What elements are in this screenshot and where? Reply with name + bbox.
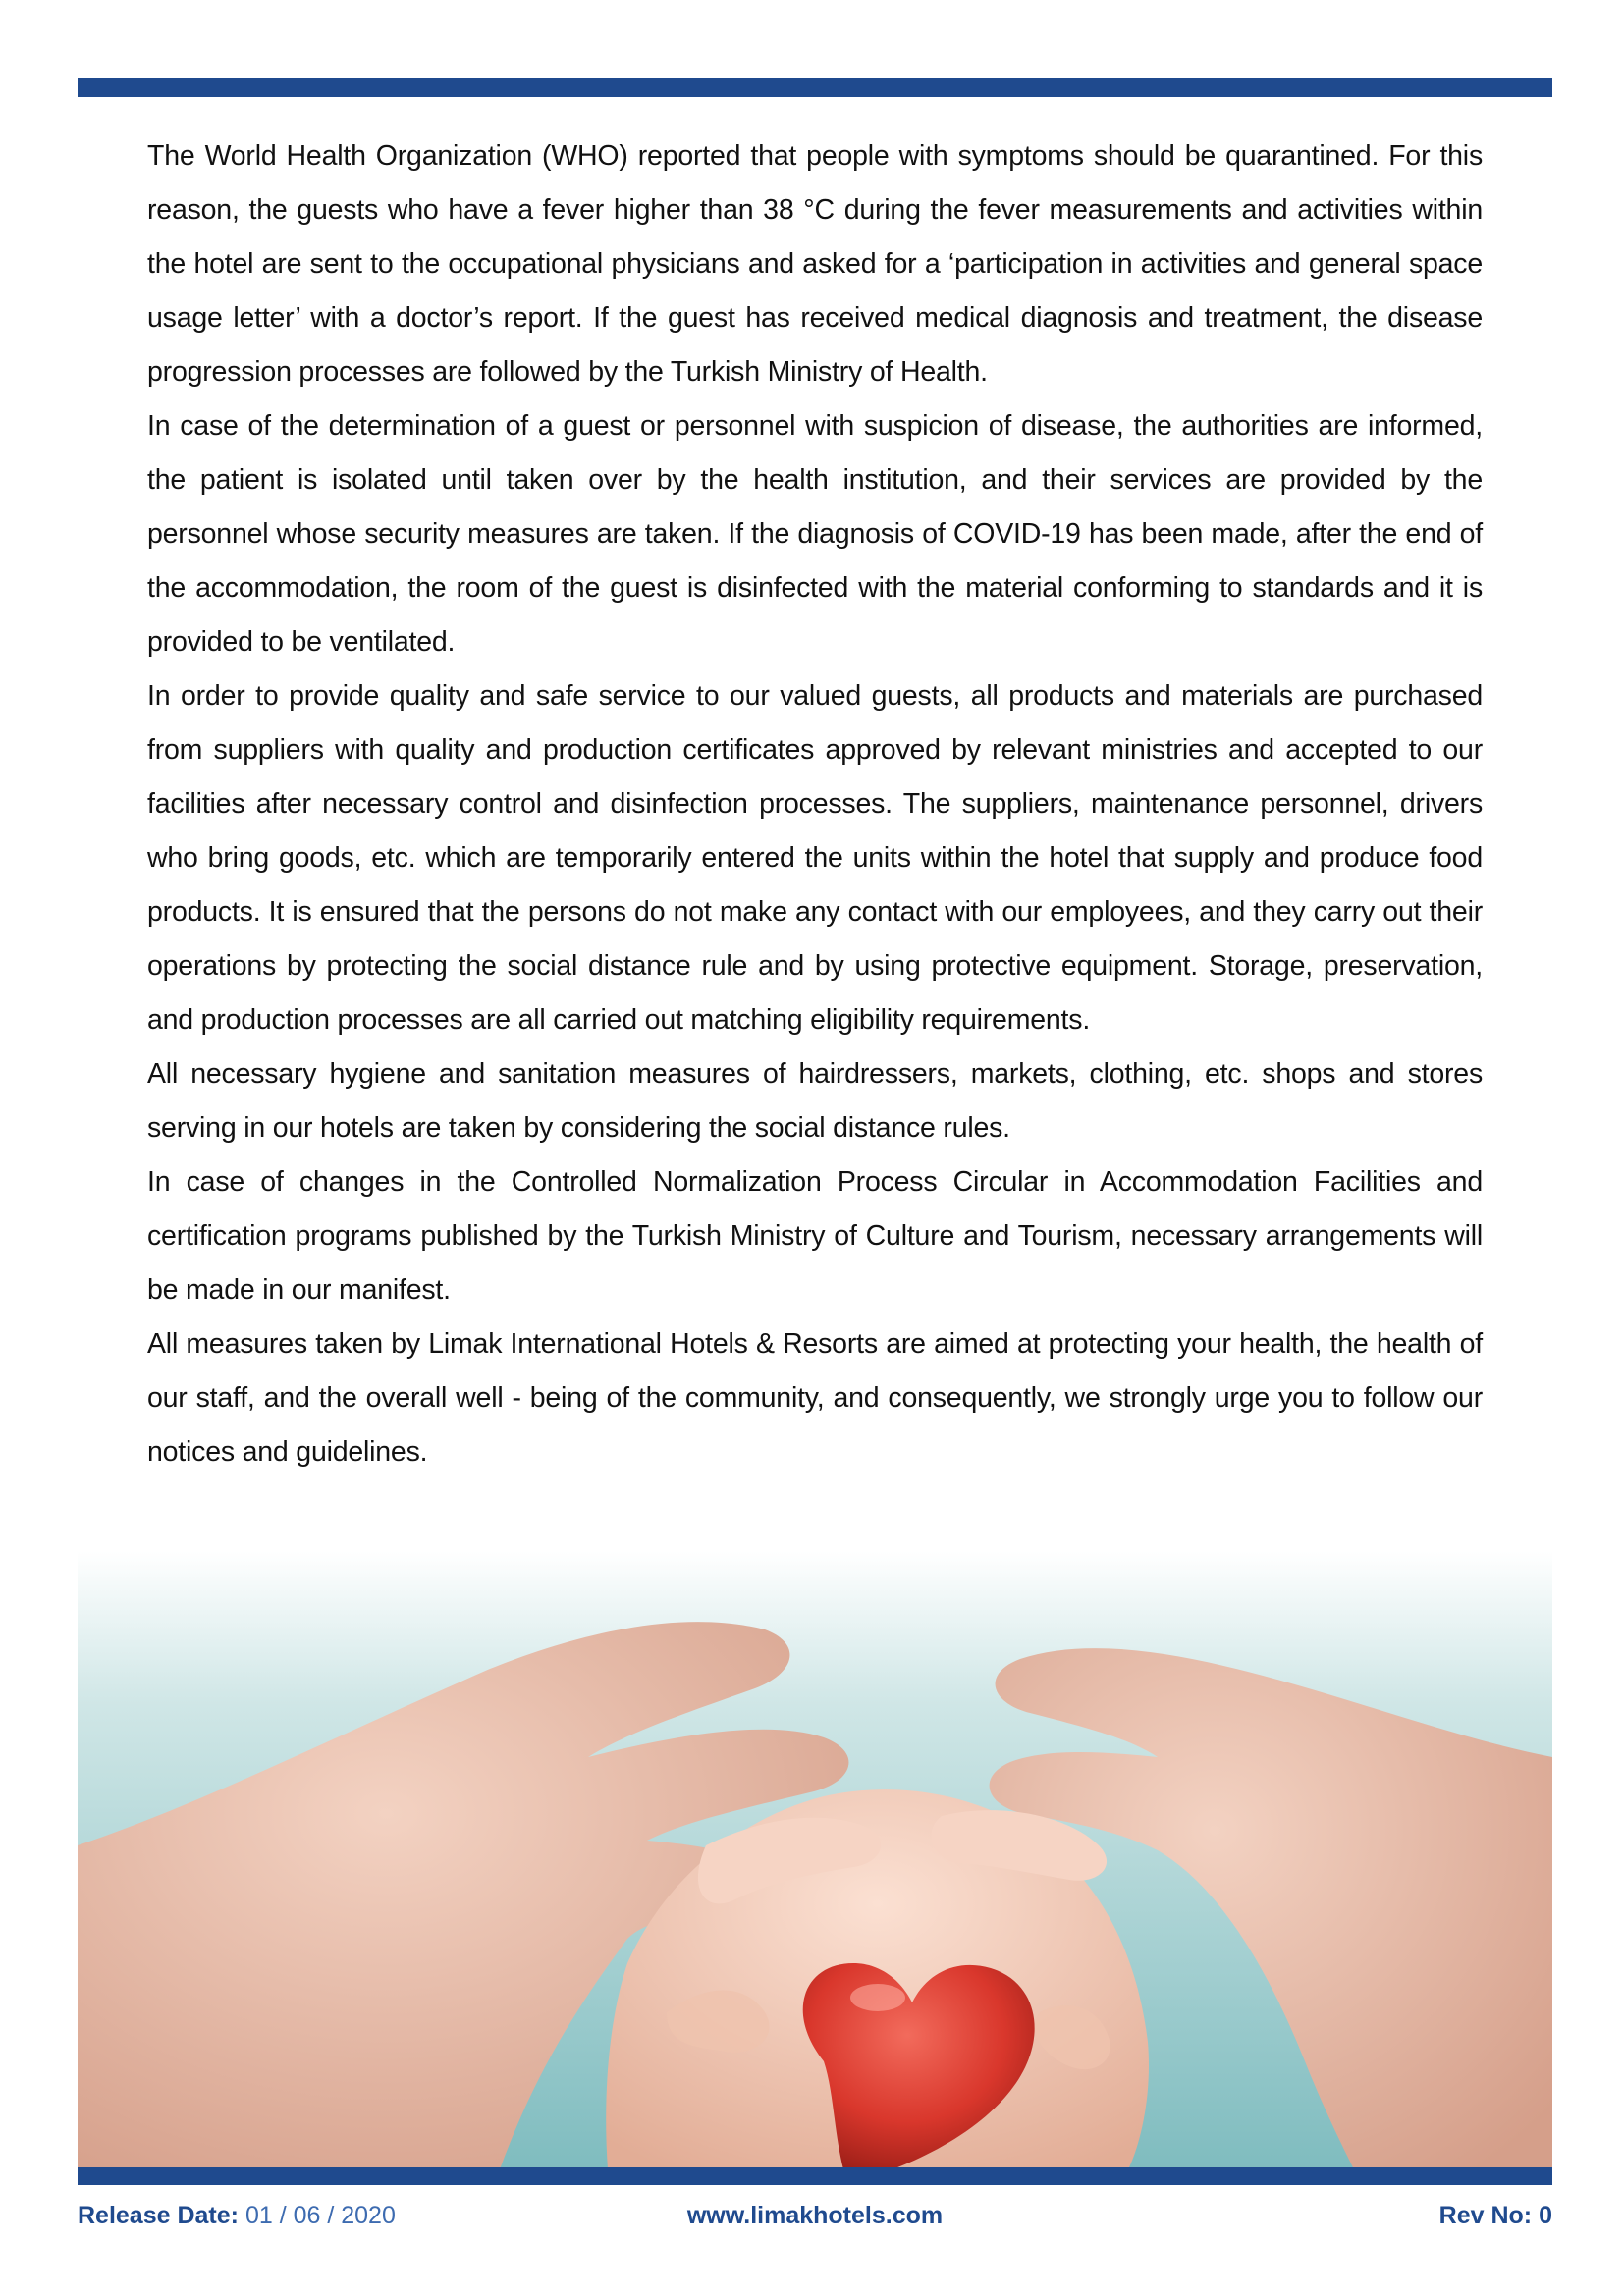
release-date-label: Release Date: <box>78 2202 239 2229</box>
page-footer <box>78 2202 1552 2241</box>
paragraph-who-quarantine: The World Health Organization (WHO) reported that people with symptoms should be quarantined. For this reason, the guests who have a fever higher than 38 °C during the fever measurements and activities within the hotel are sent to the occupational physicians and asked for a ‘participation in activities and general space usage letter’ with a doctor’s report. If the guest has received medical diagnosis and treatment, the disease progression processes are followed by the Turkish Ministry of Health. <box>147 140 1483 388</box>
paragraph-normalization-circular: In case of changes in the Controlled Normalization Process Circular in Accommodation Facilities and certification programs published by the Turkish Ministry of Culture and Tourism, necessary arrangements will be made in our manifest. <box>147 1166 1483 1306</box>
paragraph-measures-summary: All measures taken by Limak International Hotels & Resorts are aimed at protecting your health, the health of our staff, and the overall well - being of the community, and consequently, we strongly urge you to follow our notices and guidelines. <box>147 1328 1483 1468</box>
paragraph-hygiene-shops: All necessary hygiene and sanitation measures of hairdressers, markets, clothing, etc. shops and stores serving in our hotels are taken by considering the social distance rules. <box>147 1058 1483 1144</box>
paragraph-suspicion-of-disease: In case of the determination of a guest or personnel with suspicion of disease, the authorities are informed, the patient is isolated until taken over by the health institution, and their services are provided by the personnel whose security measures are taken. If the diagnosis of COVID-19 has been made, after the end of the accommodation, the room of the guest is disinfected with the material conforming to standards and it is provided to be ventilated. <box>147 410 1483 658</box>
website-link[interactable]: www.limakhotels.com <box>686 2202 944 2229</box>
bottom-accent-bar <box>78 2167 1552 2185</box>
rev-value: 0 <box>1539 2202 1552 2229</box>
release-date-value: 01 / 06 / 2020 <box>244 2202 396 2229</box>
rev-label: Rev No: <box>1438 2202 1533 2229</box>
paragraph-suppliers: In order to provide quality and safe service to our valued guests, all products and materials are purchased from suppliers with quality and production certificates approved by relevant ministries and accepted to our facilities after necessary control and disinfection processes. The suppliers, maintenance personnel, drivers who bring goods, etc. which are temporarily entered the units within the hotel that supply and produce food products. It is ensured that the persons do not make any contact with our employees, and they carry out their operations by protecting the social distance rule and by using protective equipment. Storage, preservation, and production processes are all carried out matching eligibility requirements. <box>147 680 1483 1036</box>
document-body <box>147 130 1483 1479</box>
top-accent-bar <box>78 78 1552 97</box>
revision-number <box>1439 2202 1552 2230</box>
hands-heart-photo <box>78 1551 1552 2169</box>
